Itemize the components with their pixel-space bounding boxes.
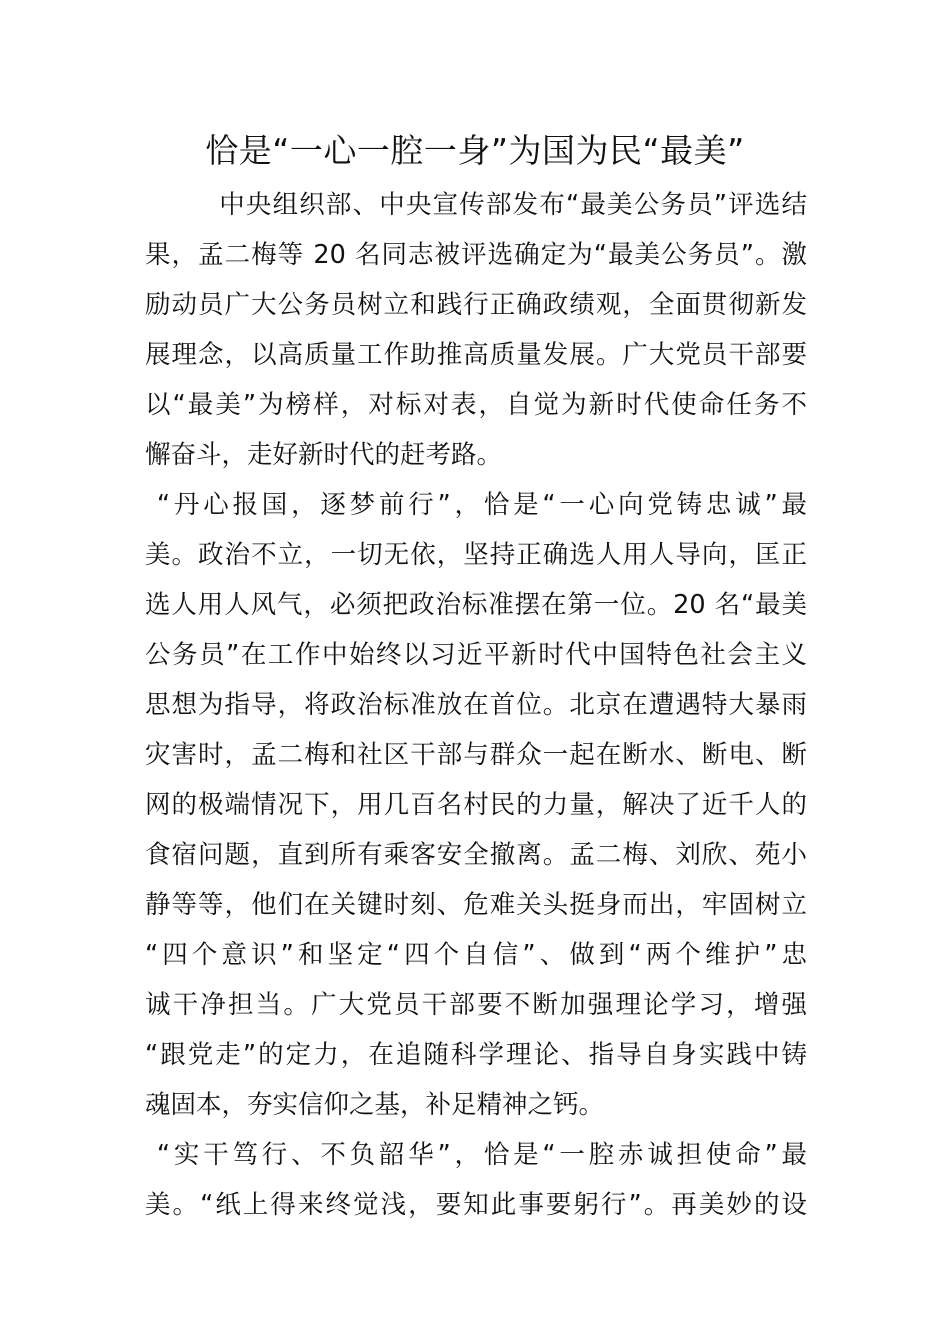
text-line: 励动员广大公务员树立和践行正确政绩观，全面贯彻新发 xyxy=(145,290,807,320)
document-body xyxy=(145,180,807,1230)
text-line: 中央组织部、中央宣传部发布“最美公务员”评选结 xyxy=(145,190,807,220)
paragraph-3 xyxy=(145,1130,807,1230)
text-line: 食宿问题，直到所有乘客安全撤离。孟二梅、刘欣、苑小 xyxy=(145,840,807,870)
paragraph-1 xyxy=(145,180,807,480)
text-line: “实干笃行、不负韶华”，恰是“一腔赤诚担使命”最 xyxy=(145,1140,807,1170)
text-line: “跟党走”的定力，在追随科学理论、指导自身实践中铸 xyxy=(145,1040,807,1070)
text-line: 诚干净担当。广大党员干部要不断加强理论学习，增强 xyxy=(145,990,807,1020)
paragraph-2 xyxy=(145,480,807,1130)
text-line: 以“最美”为榜样，对标对表，自觉为新时代使命任务不 xyxy=(145,390,807,420)
text-line: 公务员”在工作中始终以习近平新时代中国特色社会主义 xyxy=(145,640,807,670)
text-line: 展理念，以高质量工作助推高质量发展。广大党员干部要 xyxy=(145,340,807,370)
text-line: “丹心报国，逐梦前行”，恰是“一心向党铸忠诚”最 xyxy=(145,490,807,520)
text-line: 果，孟二梅等 20 名同志被评选确定为“最美公务员”。激 xyxy=(145,240,807,270)
text-line: “四个意识”和坚定“四个自信”、做到“两个维护”忠 xyxy=(145,940,807,970)
text-line: 选人用人风气，必须把政治标准摆在第一位。20 名“最美 xyxy=(145,590,807,620)
text-line: 思想为指导，将政治标准放在首位。北京在遭遇特大暴雨 xyxy=(145,690,807,720)
text-line: 网的极端情况下，用几百名村民的力量，解决了近千人的 xyxy=(145,790,807,820)
text-line: 魂固本，夯实信仰之基，补足精神之钙。 xyxy=(145,1090,605,1120)
text-line: 美。政治不立，一切无依，坚持正确选人用人导向，匡正 xyxy=(145,540,807,570)
document-title: 恰是“一心一腔一身”为国为民“最美” xyxy=(205,131,745,170)
text-line: 美。“纸上得来终觉浅，要知此事要躬行”。再美妙的设 xyxy=(145,1190,807,1220)
text-line: 灾害时，孟二梅和社区干部与群众一起在断水、断电、断 xyxy=(145,740,807,770)
text-line: 静等等，他们在关键时刻、危难关头挺身而出，牢固树立 xyxy=(145,890,807,920)
text-line: 懈奋斗，走好新时代的赶考路。 xyxy=(145,440,503,470)
